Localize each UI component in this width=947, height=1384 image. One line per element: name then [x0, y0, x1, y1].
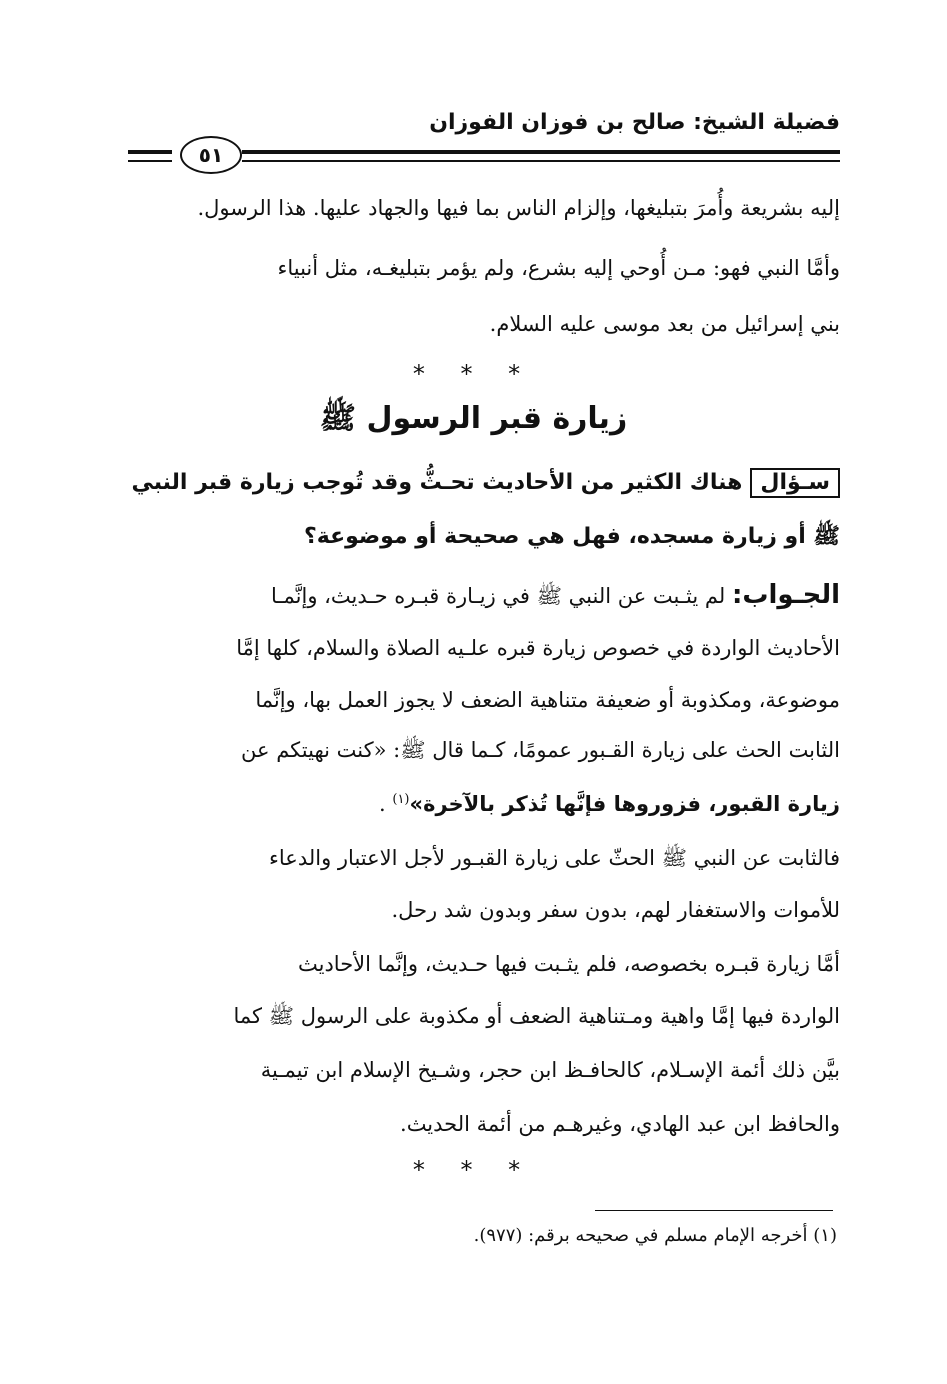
header-title: فضيلة الشيخ: صالح بن فوزان الفوزان: [429, 110, 840, 135]
para3-line-3: بيَّن ذلك أئمة الإسـلام، كالحافـظ ابن حجر، وشـيخ الإسلام ابن تيمـية: [260, 1058, 840, 1082]
header-rule: [242, 150, 840, 162]
header-rule-left: [128, 150, 172, 162]
question-line-1: [130, 468, 840, 498]
answer-line-5-end: .: [379, 792, 393, 816]
intro-line-2: وأمَّا النبي فهو: مـن أُوحي إليه بشرع، ولم يؤمر بتبليغـه، مثل أنبياء: [277, 256, 840, 280]
question-label: سـؤال: [750, 468, 840, 498]
answer-label: الجـواب:: [731, 580, 840, 610]
page-header: [128, 110, 840, 174]
intro-line-3: بني إسرائيل من بعد موسى عليه السلام.: [489, 312, 840, 336]
footnote: (١) أخرجه الإمام مسلم في صحيحه برقم: (٩٧٧).: [473, 1225, 837, 1246]
footnote-rule: [595, 1210, 833, 1211]
question-text-1: هناك الكثير من الأحاديث تحـثُّ وقد تُوجب زيارة قبر النبي: [131, 470, 743, 495]
answer-line-5: [130, 792, 840, 817]
para3-line-2: الواردة فيها إمَّا واهية ومـتناهية الضعف أو مكذوبة على الرسول ﷺ كما: [233, 1004, 840, 1028]
intro-line-1: إليه بشريعة وأُمرَ بتبليغها، وإلزام الناس بما فيها والجهاد عليها. هذا الرسول.: [197, 196, 840, 220]
separator-stars-2: * * *: [412, 1156, 535, 1184]
page-number: ٥١: [180, 136, 242, 174]
answer-text-1: لم يثـبت عن النبي ﷺ في زيـارة قبـره حـديث، وإنَّمـا: [270, 584, 726, 608]
question-line-2: ﷺ أو زيارة مسجده، فهل هي صحيحة أو موضوعة؟: [303, 524, 840, 549]
answer-line-1: [130, 580, 840, 611]
separator-stars: * * *: [412, 360, 535, 388]
answer-line-3: موضوعة، ومكذوبة أو ضعيفة متناهية الضعف لا يجوز العمل بها، وإنَّما: [255, 688, 840, 712]
footnote-ref: (١): [392, 792, 410, 807]
para3-line-1: أمَّا زيارة قبـره بخصوصه، فلم يثـبت فيها حـديث، وإنَّما الأحاديث: [297, 952, 840, 976]
section-title: زيارة قبر الرسول ﷺ: [319, 401, 628, 436]
para2-line-2: للأموات والاستغفار لهم، بدون سفر وبدون شد رحل.: [391, 898, 840, 922]
para2-line-1: فالثابت عن النبي ﷺ الحثّ على زيارة القبـور لأجل الاعتبار والدعاء: [269, 846, 840, 870]
hadith-text: زيارة القبور، فزوروها فإنَّها تُذكر بالآخرة»: [409, 792, 840, 816]
answer-line-2: الأحاديث الواردة في خصوص زيارة قبره علـيه الصلاة والسلام، كلها إمَّا: [236, 636, 840, 660]
answer-line-4: الثابت الحث على زيارة القـبور عمومًا، كـما قال ﷺ: «كنت نهيتكم عن: [241, 738, 840, 762]
para3-line-4: والحافظ ابن عبد الهادي، وغيرهـم من أئمة الحديث.: [400, 1112, 840, 1136]
